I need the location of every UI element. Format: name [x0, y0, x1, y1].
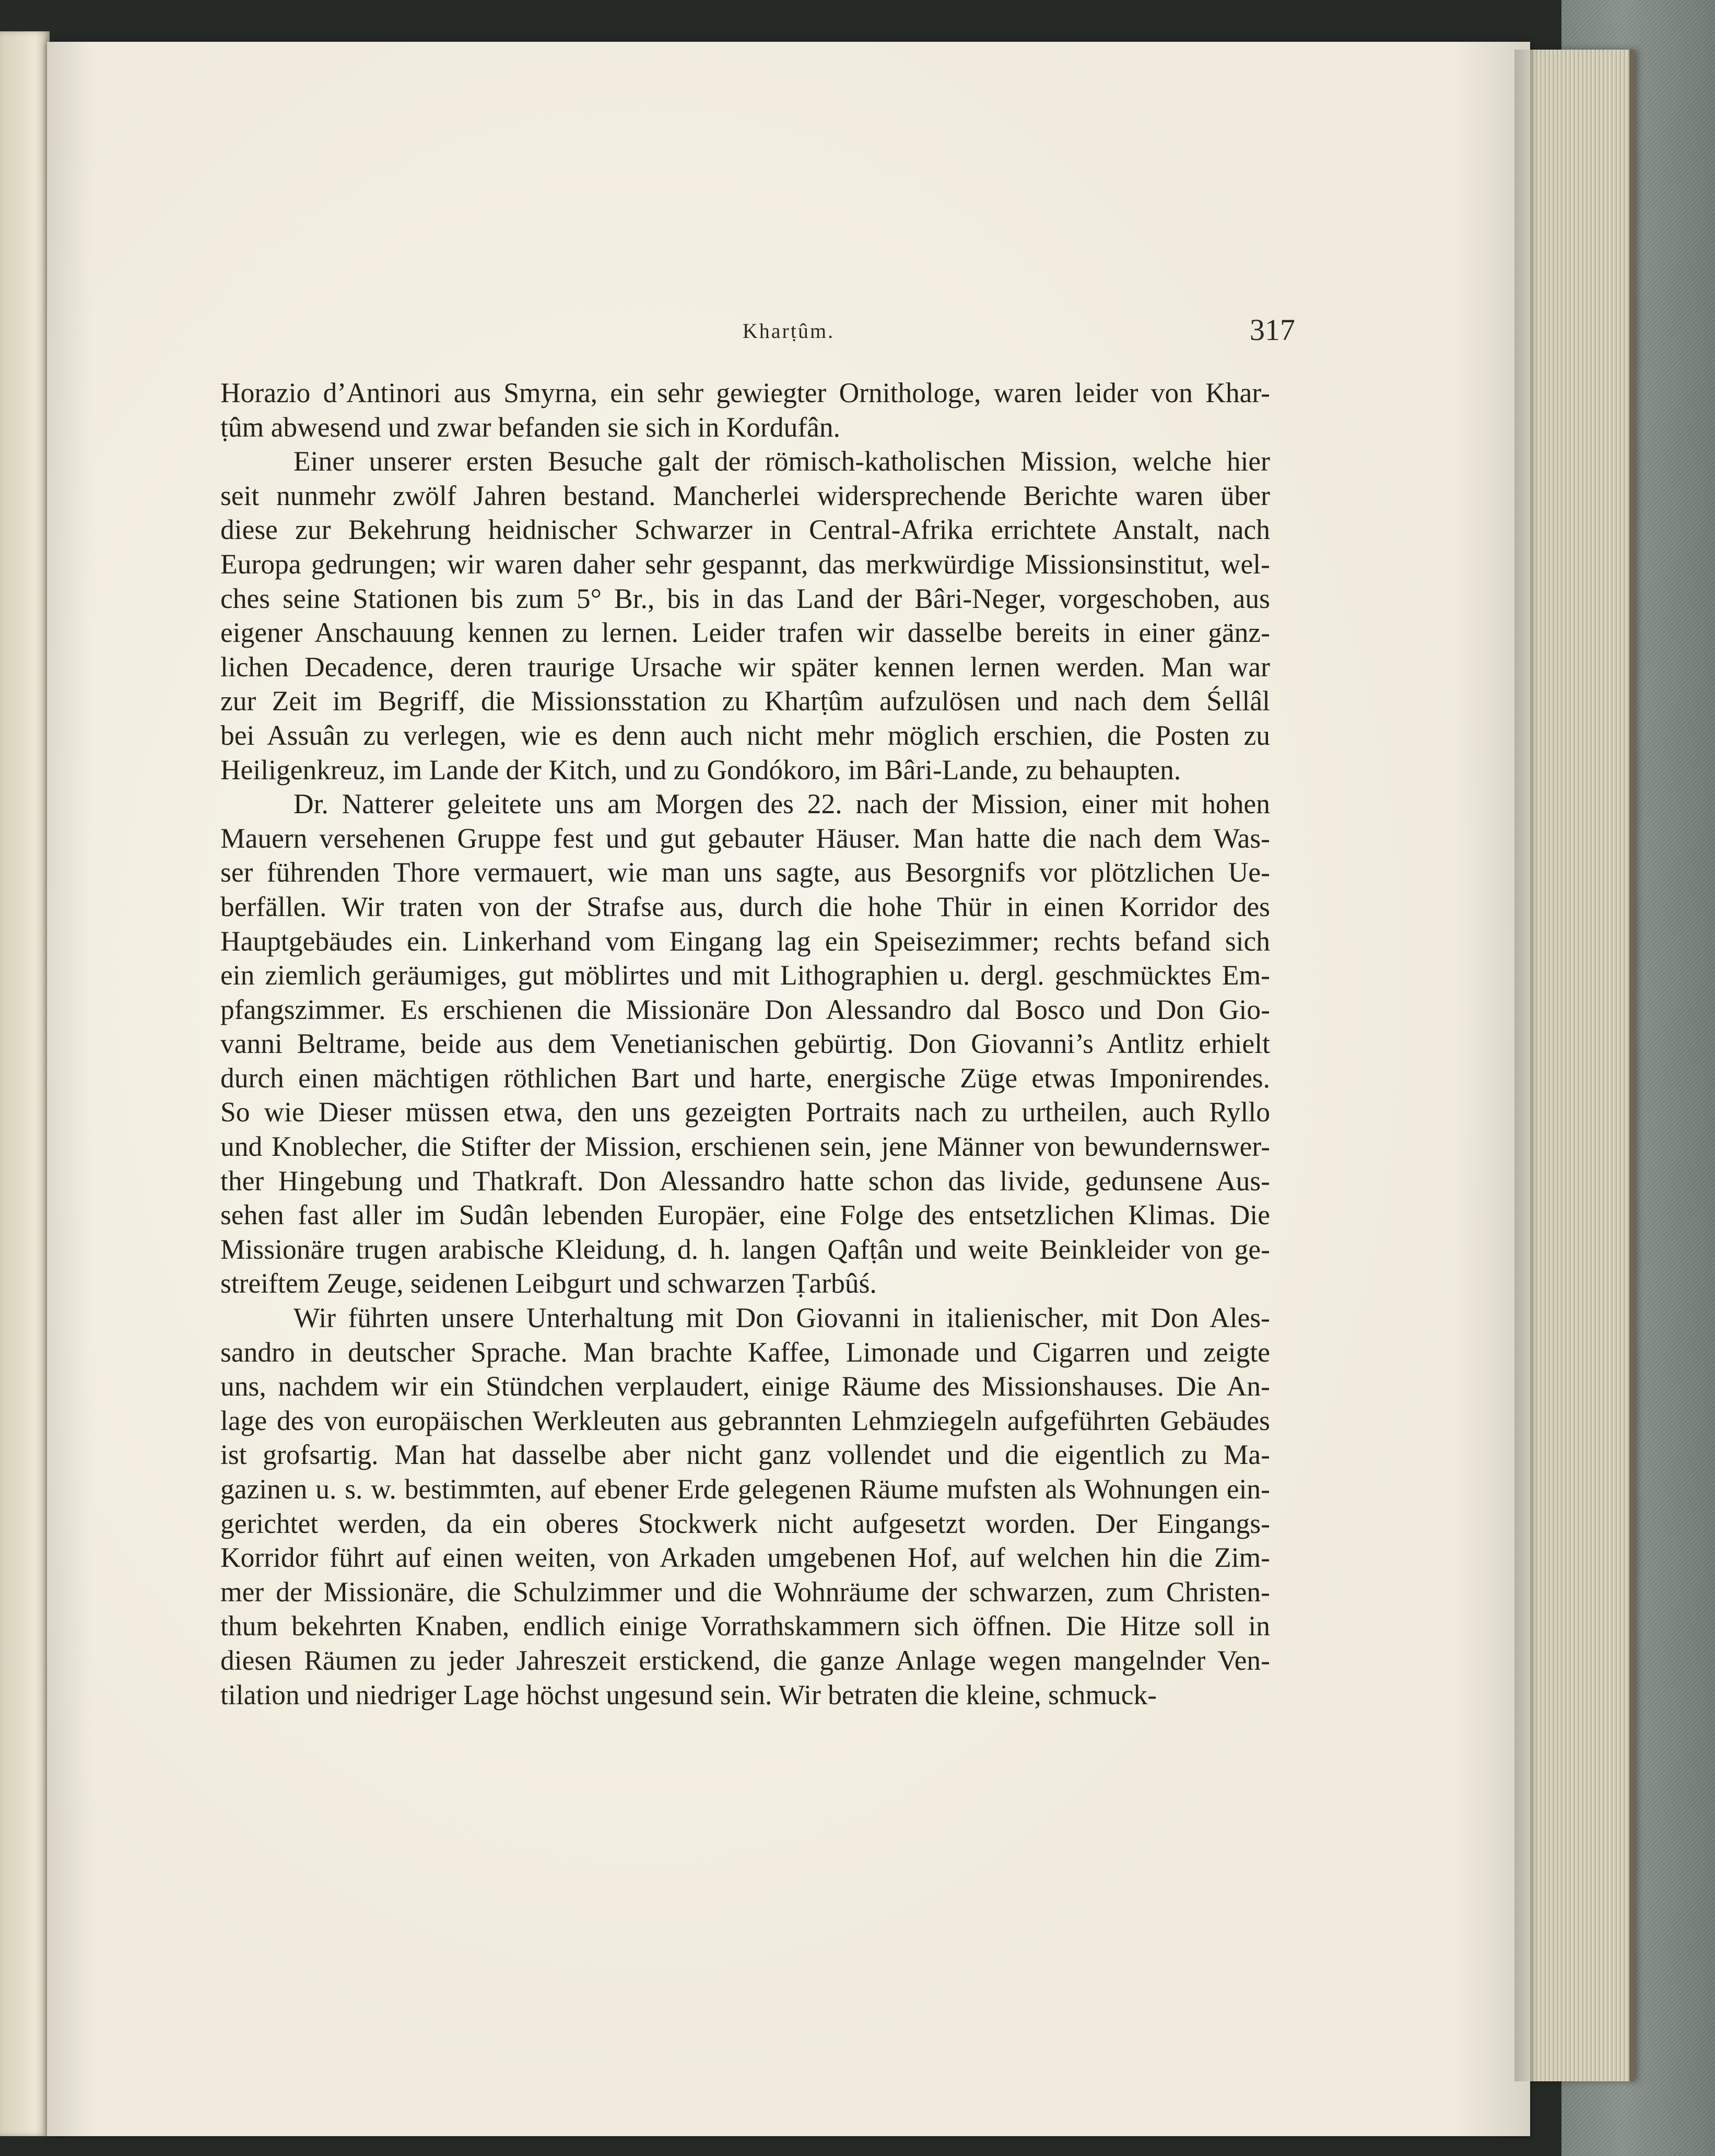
text-line: lichen Decadence, deren traurige Ursache wir später kennen lernen werden. Man war: [220, 651, 1270, 683]
text-line: ist grofsartig. Man hat dasselbe aber nicht ganz vollendet und die eigentlich zu Ma-: [220, 1439, 1270, 1471]
text-line: Heiligenkreuz, im Lande der Kitch, und zu Gondókoro, im Bâri-Lande, zu behaupten.: [220, 754, 1181, 786]
text-line: durch einen mächtigen röthlichen Bart und harte, energische Züge etwas Imponirendes.: [220, 1062, 1270, 1094]
text-line: sandro in deutscher Sprache. Man brachte Kaffee, Limonade und Cigarren und zeigte: [220, 1336, 1270, 1368]
text-line: seit nunmehr zwölf Jahren bestand. Mancherlei widersprechende Berichte waren über: [220, 479, 1270, 511]
text-line: Einer unserer ersten Besuche galt der römisch-katholischen Mission, welche hier: [293, 446, 1270, 477]
text-line: Europa gedrungen; wir waren daher sehr gespannt, das merkwürdige Missionsinstitut, wel-: [220, 548, 1270, 580]
text-line: eigener Anschauung kennen zu lernen. Leider trafen wir dasselbe bereits in einer gänz-: [220, 617, 1270, 649]
text-line: vanni Beltrame, beide aus dem Venetianischen gebürtig. Don Giovanni’s Antlitz erhielt: [220, 1028, 1270, 1060]
text-line: streiftem Zeuge, seidenen Leibgurt und schwarzen Ṭarbûś.: [220, 1268, 877, 1299]
text-line: Wir führten unsere Unterhaltung mit Don Giovanni in italienischer, mit Don Ales-: [293, 1302, 1270, 1334]
left-facing-page-edge: [0, 31, 50, 2136]
text-line: zur Zeit im Begriff, die Missionsstation zu Kharṭûm aufzulösen und nach dem Śellâl: [220, 685, 1270, 717]
text-line: uns, nachdem wir ein Stündchen verplaudert, einige Räume des Missionshauses. Die An-: [220, 1370, 1270, 1402]
text-line: mer der Missionäre, die Schulzimmer und die Wohnräume der schwarzen, zum Christen-: [220, 1576, 1270, 1608]
text-line: und Knoblecher, die Stifter der Mission, erschienen sein, jene Männer von bewundernswer-: [220, 1131, 1270, 1163]
text-line: diese zur Bekehrung heidnischer Schwarzer in Central-Afrika errichtete Anstalt, nach: [220, 514, 1270, 546]
text-line: Missionäre trugen arabische Kleidung, d. h. langen Qafṭân und weite Beinkleider von ge-: [220, 1233, 1270, 1265]
text-line: lage des von europäischen Werkleuten aus gebrannten Lehmziegeln aufgeführten Gebäudes: [220, 1404, 1270, 1436]
text-line: Korridor führt auf einen weiten, von Arkaden umgebenen Hof, auf welchen hin die Zim-: [220, 1542, 1270, 1574]
paragraph: [220, 1301, 1270, 1712]
text-line: ches seine Stationen bis zum 5° Br., bis in das Land der Bâri-Neger, vorgeschoben, aus: [220, 582, 1270, 614]
text-line: berfällen. Wir traten von der Strafse aus, durch die hohe Thür in einen Korridor des: [220, 890, 1270, 922]
text-line: Dr. Natterer geleitete uns am Morgen des 22. nach der Mission, einer mit hohen: [293, 788, 1270, 820]
text-line: Horazio d’Antinori aus Smyrna, ein sehr gewiegter Ornithologe, waren leider von Khar-: [220, 377, 1270, 408]
text-line: ser führenden Thore vermauert, wie man uns sagte, aus Besorgnifs vor plötzlichen Ue-: [220, 857, 1270, 888]
body-text: [220, 376, 1270, 1712]
text-line: pfangszimmer. Es erschienen die Missionäre Don Alessandro dal Bosco und Don Gio-: [220, 993, 1270, 1025]
text-line: tilation und niedriger Lage höchst ungesund sein. Wir betraten die kleine, schmuck-: [220, 1679, 1157, 1710]
text-line: bei Assuân zu verlegen, wie es denn auch nicht mehr möglich erschien, die Posten zu: [220, 719, 1270, 751]
running-title: Kharṭûm.: [742, 319, 835, 343]
text-line: So wie Dieser müssen etwa, den uns gezeigten Portraits nach zu urtheilen, auch Ryllo: [220, 1096, 1270, 1128]
text-line: ein ziemlich geräumiges, gut möblirtes und mit Lithographien u. dergl. geschmücktes Em-: [220, 959, 1270, 991]
page-block-edge: [1522, 50, 1635, 2081]
text-line: gerichtet werden, da ein oberes Stockwerk nicht aufgesetzt worden. Der Eingangs-: [220, 1507, 1270, 1539]
text-line: Mauern versehenen Gruppe fest und gut gebauter Häuser. Man hatte die nach dem Was-: [220, 822, 1270, 854]
text-line: Hauptgebäudes ein. Linkerhand vom Eingang lag ein Speisezimmer; rechts befand sich: [220, 925, 1270, 957]
text-line: diesen Räumen zu jeder Jahreszeit erstickend, die ganze Anlage wegen mangelnder Ven-: [220, 1644, 1270, 1676]
text-line: sehen fast aller im Sudân lebenden Europäer, eine Folge des entsetzlichen Klimas. Die: [220, 1199, 1270, 1231]
text-line: thum bekehrten Knaben, endlich einige Vorrathskammern sich öffnen. Die Hitze soll in: [220, 1610, 1270, 1642]
paragraph: [220, 787, 1270, 1301]
gutter-shadow: [1514, 50, 1535, 2081]
page-number: 317: [1250, 313, 1295, 347]
text-line: ther Hingebung und Thatkraft. Don Alessandro hatte schon das livide, gedunsene Aus-: [220, 1165, 1270, 1197]
book-page: [47, 42, 1530, 2136]
running-header: [47, 313, 1530, 376]
text-line: ṭûm abwesend und zwar befanden sie sich in Kordufân.: [220, 411, 841, 443]
paragraph: [220, 444, 1270, 787]
text-line: gazinen u. s. w. bestimmten, auf ebener Erde gelegenen Räume mufsten als Wohnungen ein-: [220, 1473, 1270, 1505]
paragraph: [220, 376, 1270, 444]
